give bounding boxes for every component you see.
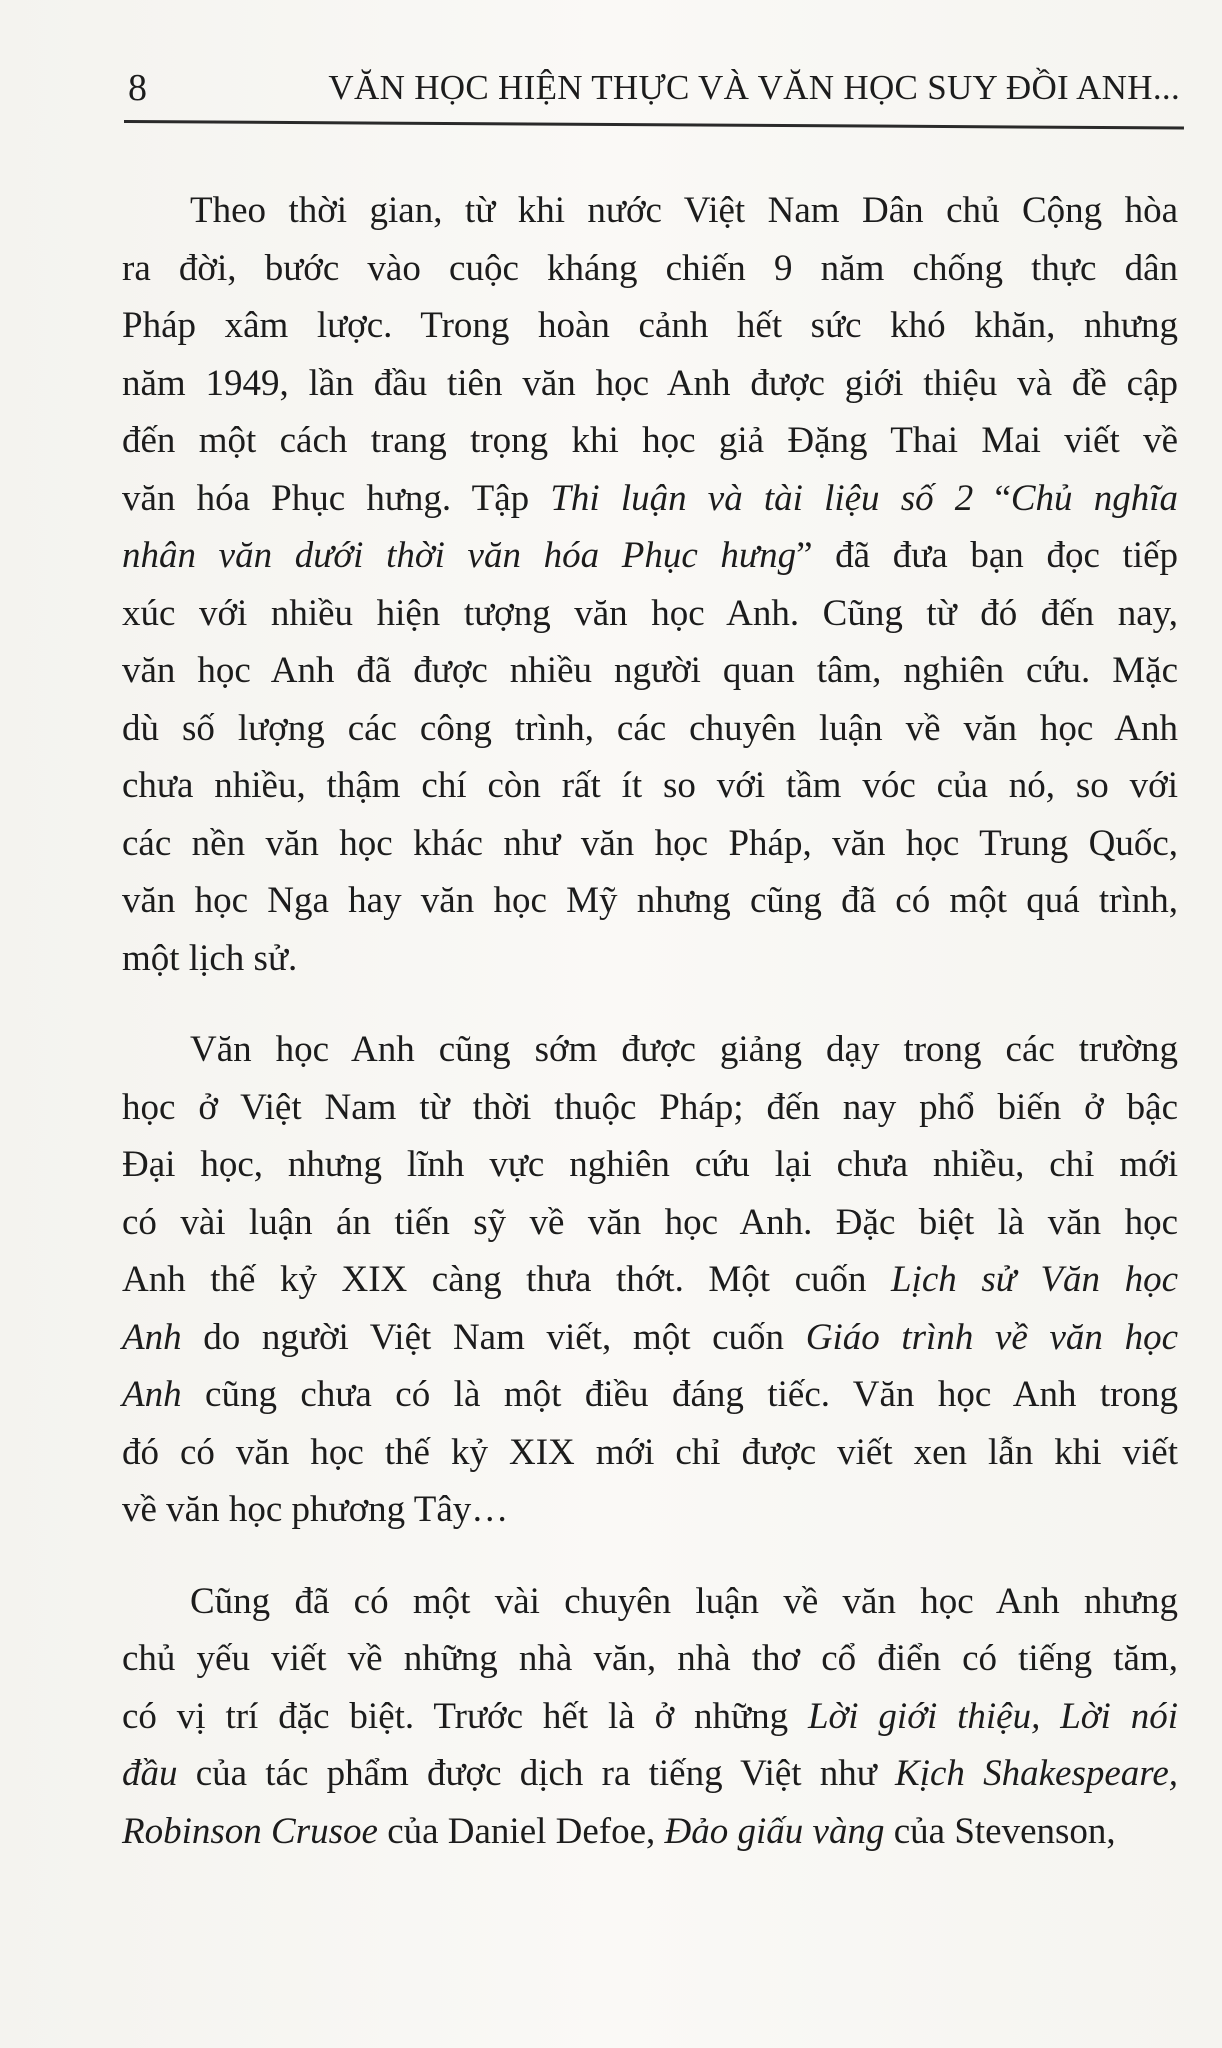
text-run: ra đời, bước vào cuộc kháng chiến 9 năm chống thực dân <box>122 247 1178 289</box>
text-line <box>122 412 1178 470</box>
text-line <box>122 1366 1178 1424</box>
text-run: văn học Nga hay văn học Mỹ nhưng cũng đã có một quá trình, <box>122 880 1178 921</box>
text-line <box>122 585 1178 643</box>
text-line <box>122 1136 1178 1194</box>
italic-text: Anh <box>122 1374 182 1415</box>
text-line <box>122 1573 1178 1631</box>
paragraph <box>122 1573 1178 1861</box>
text-line <box>122 470 1178 528</box>
italic-text: Kịch Shakespeare, <box>895 1753 1178 1794</box>
text-line <box>122 1481 1178 1539</box>
text-line <box>122 1251 1178 1309</box>
text-run: có vị trí đặc biệt. Trước hết là ở những <box>122 1695 808 1737</box>
running-title: VĂN HỌC HIỆN THỰC VÀ VĂN HỌC SUY ĐỒI ANH... <box>328 68 1180 107</box>
text-line <box>122 240 1178 298</box>
text-line <box>122 1309 1178 1367</box>
text-run: năm 1949, lần đầu tiên văn học Anh được giới thiệu và đề cập <box>122 362 1178 404</box>
text-run: đến một cách trang trọng khi học giả Đặng Thai Mai viết về <box>122 420 1178 461</box>
text-line <box>122 297 1178 355</box>
text-run: Cũng đã có một vài chuyên luận về văn học Anh nhưng <box>190 1580 1178 1622</box>
text-run: xúc với nhiều hiện tượng văn học Anh. Cũng từ đó đến nay, <box>122 592 1178 634</box>
text-run: Anh thế kỷ XIX càng thưa thớt. Một cuốn <box>122 1259 892 1300</box>
italic-text: Giáo trình về văn học <box>805 1316 1178 1358</box>
text-line <box>122 872 1178 930</box>
text-line <box>122 1194 1178 1252</box>
text-line <box>122 757 1178 815</box>
text-line <box>122 1424 1178 1482</box>
running-head <box>128 62 1180 114</box>
italic-text: Robinson Crusoe <box>122 1810 378 1852</box>
text-run: Theo thời gian, từ khi nước Việt Nam Dân chủ Cộng hòa <box>190 190 1178 231</box>
text-run: về văn học phương Tây… <box>122 1489 509 1530</box>
header-rule <box>124 120 1184 129</box>
paragraph <box>122 1021 1178 1539</box>
text-run: dù số lượng các công trình, các chuyên luận về văn học Anh <box>122 707 1178 749</box>
text-run: của tác phẩm được dịch ra tiếng Việt như <box>177 1753 896 1794</box>
text-line <box>122 642 1178 700</box>
italic-text: Đảo giấu vàng <box>664 1810 885 1852</box>
italic-text: Thi luận và tài liệu số 2 <box>550 477 974 519</box>
text-run: Pháp xâm lược. Trong hoàn cảnh hết sức khó khăn, nhưng <box>122 305 1178 346</box>
text-run: của Daniel Defoe, <box>377 1810 665 1852</box>
text-run: có vài luận án tiến sỹ về văn học Anh. Đặc biệt là văn học <box>122 1201 1178 1243</box>
text-run: do người Việt Nam viết, một cuốn <box>181 1316 806 1358</box>
text-run: chưa nhiều, thậm chí còn rất ít so với tầm vóc của nó, so với <box>122 765 1178 806</box>
text-run: cũng chưa có là một điều đáng tiếc. Văn học Anh trong <box>181 1374 1178 1415</box>
italic-text: Chủ nghĩa <box>1010 477 1178 519</box>
text-run: chủ yếu viết về những nhà văn, nhà thơ cổ điển có tiếng tăm, <box>122 1638 1178 1679</box>
text-run: Văn học Anh cũng sớm được giảng dạy trong các trường <box>190 1029 1178 1070</box>
text-run: học ở Việt Nam từ thời thuộc Pháp; đến nay phổ biến ở bậc <box>122 1086 1178 1128</box>
body-text <box>122 182 1178 1894</box>
text-run: ” đã đưa bạn đọc tiếp <box>796 535 1178 576</box>
text-run: đó có văn học thế kỷ XIX mới chỉ được viết xen lẫn khi viết <box>122 1431 1178 1473</box>
text-line <box>122 1021 1178 1079</box>
text-line <box>122 182 1178 240</box>
text-line <box>122 930 1178 988</box>
text-run: văn học Anh đã được nhiều người quan tâm, nghiên cứu. Mặc <box>122 650 1178 691</box>
paragraph <box>122 182 1178 987</box>
page-number: 8 <box>128 67 147 109</box>
text-run: các nền văn học khác như văn học Pháp, văn học Trung Quốc, <box>122 822 1178 864</box>
italic-text: nhân văn dưới thời văn hóa Phục hưng <box>122 535 797 576</box>
text-line <box>122 1630 1178 1688</box>
text-run: “ <box>973 477 1011 519</box>
italic-text: Lịch sử Văn học <box>891 1259 1178 1300</box>
italic-text: Lời giới thiệu, Lời nói <box>807 1695 1178 1737</box>
text-line <box>122 1745 1178 1803</box>
text-line <box>122 1079 1178 1137</box>
text-run: một lịch sử. <box>122 937 298 979</box>
text-run: Đại học, nhưng lĩnh vực nghiên cứu lại chưa nhiều, chỉ mới <box>122 1144 1178 1185</box>
text-run: của Stevenson, <box>884 1810 1116 1852</box>
text-run: văn hóa Phục hưng. Tập <box>122 477 551 519</box>
text-line <box>122 355 1178 413</box>
text-line <box>122 1803 1178 1861</box>
text-line <box>122 1688 1178 1746</box>
text-line <box>122 527 1178 585</box>
text-line <box>122 700 1178 758</box>
italic-text: đầu <box>122 1753 178 1794</box>
text-line <box>122 815 1178 873</box>
italic-text: Anh <box>122 1316 182 1358</box>
